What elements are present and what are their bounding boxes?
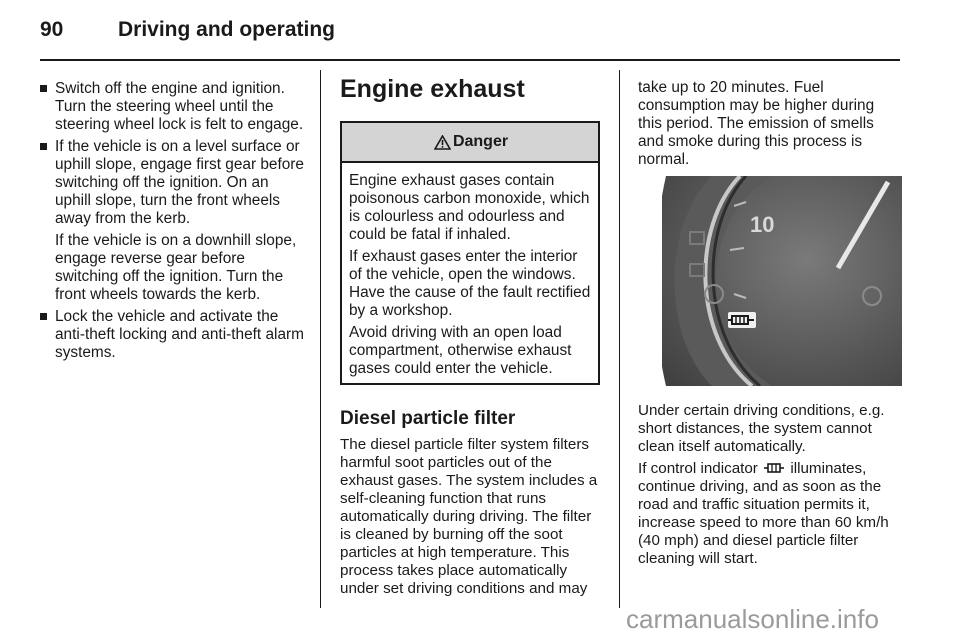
danger-title: Danger <box>452 133 509 150</box>
list-item <box>40 308 308 362</box>
right-column-top <box>638 79 900 173</box>
chapter-title: Driving and operating <box>118 18 336 41</box>
instrument-cluster-photo <box>622 176 902 386</box>
paragraph-text-end: illuminates, continue driving, and as soon as the road and traffic situation permits it, increase speed to more than 60 km/h (40 mph) and diesel particle filter cleaning will start. <box>638 460 889 567</box>
body-paragraph: take up to 20 minutes. Fuel consumption may be higher during this period. The emission of smells and smoke during this process is normal. <box>638 79 875 168</box>
paragraph-text-start: If control indicator <box>638 460 758 477</box>
middle-column-top <box>340 74 602 104</box>
list-item-text: Lock the vehicle and activate the anti-theft locking and anti-theft alarm systems. <box>55 308 304 361</box>
gauge-number: 10 <box>750 212 775 237</box>
danger-header <box>342 123 598 163</box>
middle-column-bottom <box>340 408 604 602</box>
list-item-text: If the vehicle is on a level surface or uphill slope, engage first gear before switching off the ignition. On an uphill slope, turn the front wheels away from the kerb. <box>55 138 304 227</box>
danger-paragraph: Avoid driving with an open load compartment, otherwise exhaust gases could enter the vehicle. <box>349 324 572 377</box>
column-divider-right <box>619 70 620 608</box>
header-rule <box>40 59 900 61</box>
left-column <box>40 80 308 366</box>
danger-box <box>340 121 600 385</box>
danger-paragraph: If exhaust gases enter the interior of the vehicle, open the windows. Have the cause of the fault rectified by a workshop. <box>349 248 591 319</box>
right-column-bottom <box>638 402 902 572</box>
bullet-square-icon <box>40 313 47 320</box>
body-paragraph-with-icon <box>638 460 902 568</box>
instrument-cluster-image <box>622 176 902 386</box>
body-paragraph: Under certain driving conditions, e.g. short distances, the system cannot clean itself automatically. <box>638 402 885 455</box>
subsection-heading: Diesel particle filter <box>340 408 516 429</box>
page-number: 90 <box>40 18 64 41</box>
page-header <box>40 18 920 48</box>
list-item-text: Switch off the engine and ignition. Turn the steering wheel until the steering wheel lock is felt to engage. <box>55 80 304 133</box>
diesel-particle-filter-indicator-icon <box>728 312 756 328</box>
warning-triangle-icon <box>434 135 451 150</box>
column-divider-left <box>320 70 321 608</box>
bullet-square-icon <box>40 143 47 150</box>
section-heading: Engine exhaust <box>340 75 525 103</box>
bullet-square-icon <box>40 85 47 92</box>
list-item <box>40 138 308 228</box>
danger-paragraph: Engine exhaust gases contain poisonous carbon monoxide, which is colourless and odourless and could be fatal if inhaled. <box>349 172 590 243</box>
danger-body <box>342 163 598 378</box>
watermark: carmanualsonline.info <box>626 604 879 634</box>
body-paragraph: The diesel particle filter system filters harmful soot particles out of the exhaust gases. The system includes a self-cleaning function that runs automatically during driving. The filter is cleaned by burning off the soot particles at high temperature. This process takes place automatically under set driving conditions and may <box>340 436 598 597</box>
diesel-particle-filter-icon <box>764 461 784 475</box>
list-item-subparagraph: If the vehicle is on a downhill slope, engage reverse gear before switching off the ignition. Turn the front wheels towards the kerb. <box>55 232 297 303</box>
list-item <box>40 80 308 134</box>
